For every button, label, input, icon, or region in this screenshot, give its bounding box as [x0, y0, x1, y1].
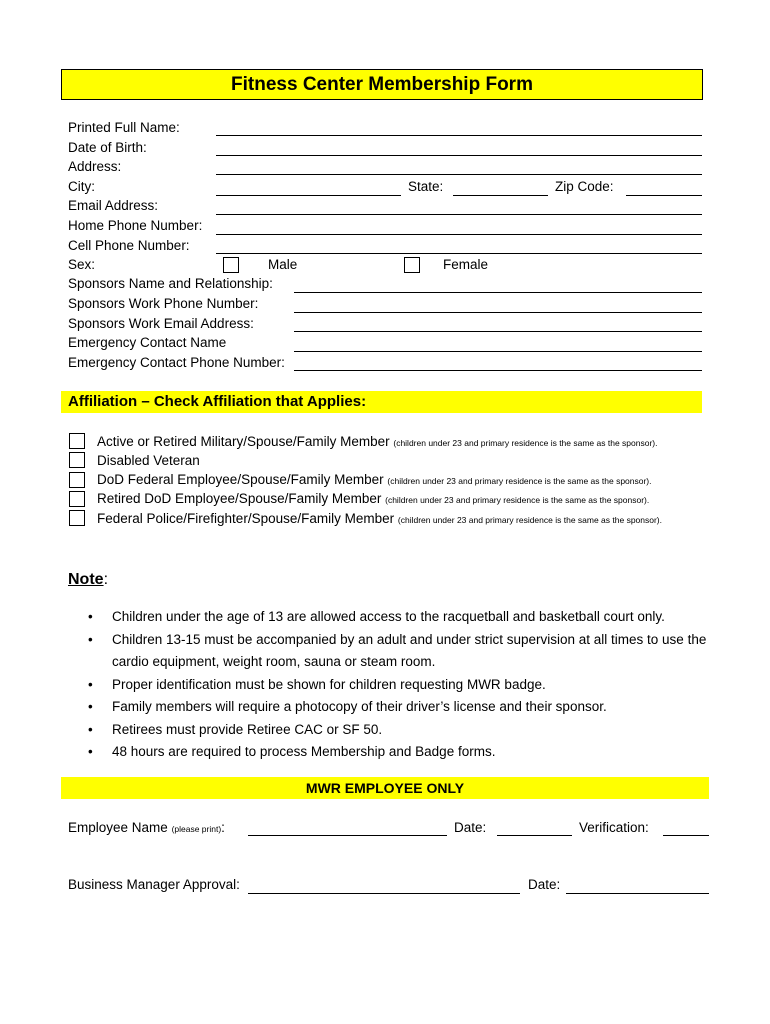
employee-name-text: Employee Name: [68, 820, 168, 835]
affiliation-checkbox-military[interactable]: [69, 433, 85, 449]
affiliation-item: [97, 453, 200, 468]
male-label: Male: [268, 257, 298, 272]
verification-label: Verification:: [579, 820, 649, 835]
affiliation-note: (children under 23 and primary residence is the same as the sponsor).: [397, 515, 662, 525]
note-title: Note: [68, 571, 104, 588]
sponsor-phone-label: Sponsors Work Phone Number:: [68, 296, 259, 311]
note-bullet: • 48 hours are required to process Membership and Badge forms.: [88, 741, 728, 764]
manager-approval-field[interactable]: [248, 893, 520, 894]
affiliation-note: (children under 23 and primary residence is the same as the sponsor).: [387, 476, 652, 486]
note-bullet: • Children 13-15 must be accompanied by an adult and under strict supervision at all times to use the cardio equipment, weight room, sauna or steam room.: [88, 629, 728, 674]
form-title: Fitness Center Membership Form: [61, 69, 703, 100]
employee-name-field[interactable]: [248, 835, 447, 836]
state-label: State:: [408, 179, 444, 194]
email-field[interactable]: [216, 214, 702, 215]
zip-label: Zip Code:: [555, 179, 614, 194]
female-checkbox[interactable]: [404, 257, 420, 273]
sponsor-email-label: Sponsors Work Email Address:: [68, 316, 254, 331]
please-print-note: (please print): [171, 824, 222, 834]
city-field[interactable]: [216, 195, 401, 196]
sponsor-email-field[interactable]: [294, 331, 702, 332]
mwr-heading: MWR EMPLOYEE ONLY: [61, 777, 709, 799]
full-name-field[interactable]: [216, 135, 702, 136]
address-field[interactable]: [216, 174, 702, 175]
employee-name-label: [68, 820, 225, 835]
home-phone-field[interactable]: [216, 234, 702, 235]
note-bullet: • Retirees must provide Retiree CAC or SF 50.: [88, 719, 728, 742]
affiliation-heading: Affiliation – Check Affiliation that Applies:: [61, 391, 702, 413]
dob-label: Date of Birth:: [68, 140, 147, 155]
note-list: [88, 606, 728, 764]
note-heading: [68, 571, 108, 589]
affiliation-item: [97, 434, 657, 449]
affiliation-label: Active or Retired Military/Spouse/Family Member: [97, 434, 390, 449]
manager-approval-label: Business Manager Approval:: [68, 877, 240, 892]
manager-date-field[interactable]: [566, 893, 709, 894]
state-field[interactable]: [453, 195, 548, 196]
affiliation-item: [97, 511, 662, 526]
emergency-name-field[interactable]: [294, 351, 702, 352]
female-label: Female: [443, 257, 489, 272]
affiliation-label: Disabled Veteran: [97, 453, 200, 468]
full-name-label: Printed Full Name:: [68, 120, 180, 135]
email-label: Email Address:: [68, 198, 159, 213]
note-bullet: • Children under the age of 13 are allowed access to the racquetball and basketball court only.: [88, 606, 728, 629]
affiliation-checkbox-dod[interactable]: [69, 472, 85, 488]
affiliation-label: Retired DoD Employee/Spouse/Family Member: [97, 491, 382, 506]
emergency-name-label: Emergency Contact Name: [68, 335, 227, 350]
city-label: City:: [68, 179, 95, 194]
zip-field[interactable]: [626, 195, 702, 196]
note-bullet: • Family members will require a photocopy of their driver’s license and their sponsor.: [88, 696, 728, 719]
affiliation-checkbox-retired-dod[interactable]: [69, 491, 85, 507]
affiliation-note: (children under 23 and primary residence is the same as the sponsor).: [393, 438, 658, 448]
affiliation-checkbox-police[interactable]: [69, 510, 85, 526]
verification-field[interactable]: [663, 835, 709, 836]
sponsor-name-label: Sponsors Name and Relationship:: [68, 276, 273, 291]
employee-date-label: Date:: [454, 820, 487, 835]
affiliation-item: [97, 491, 649, 506]
sponsor-phone-field[interactable]: [294, 312, 702, 313]
address-label: Address:: [68, 159, 122, 174]
home-phone-label: Home Phone Number:: [68, 218, 203, 233]
emergency-phone-label: Emergency Contact Phone Number:: [68, 355, 285, 370]
employee-date-field[interactable]: [497, 835, 572, 836]
affiliation-label: DoD Federal Employee/Spouse/Family Member: [97, 472, 384, 487]
note-colon: :: [103, 571, 109, 588]
cell-phone-label: Cell Phone Number:: [68, 238, 190, 253]
sex-label: Sex:: [68, 257, 96, 272]
affiliation-note: (children under 23 and primary residence is the same as the sponsor).: [385, 495, 650, 505]
cell-phone-field[interactable]: [216, 253, 702, 254]
employee-name-colon: :: [221, 820, 225, 835]
affiliation-checkbox-veteran[interactable]: [69, 452, 85, 468]
note-bullet: • Proper identification must be shown for children requesting MWR badge.: [88, 674, 728, 697]
sponsor-name-field[interactable]: [294, 292, 702, 293]
dob-field[interactable]: [216, 155, 702, 156]
manager-date-label: Date:: [528, 877, 561, 892]
affiliation-label: Federal Police/Firefighter/Spouse/Family Member: [97, 511, 395, 526]
male-checkbox[interactable]: [223, 257, 239, 273]
emergency-phone-field[interactable]: [294, 370, 702, 371]
affiliation-item: [97, 472, 652, 487]
